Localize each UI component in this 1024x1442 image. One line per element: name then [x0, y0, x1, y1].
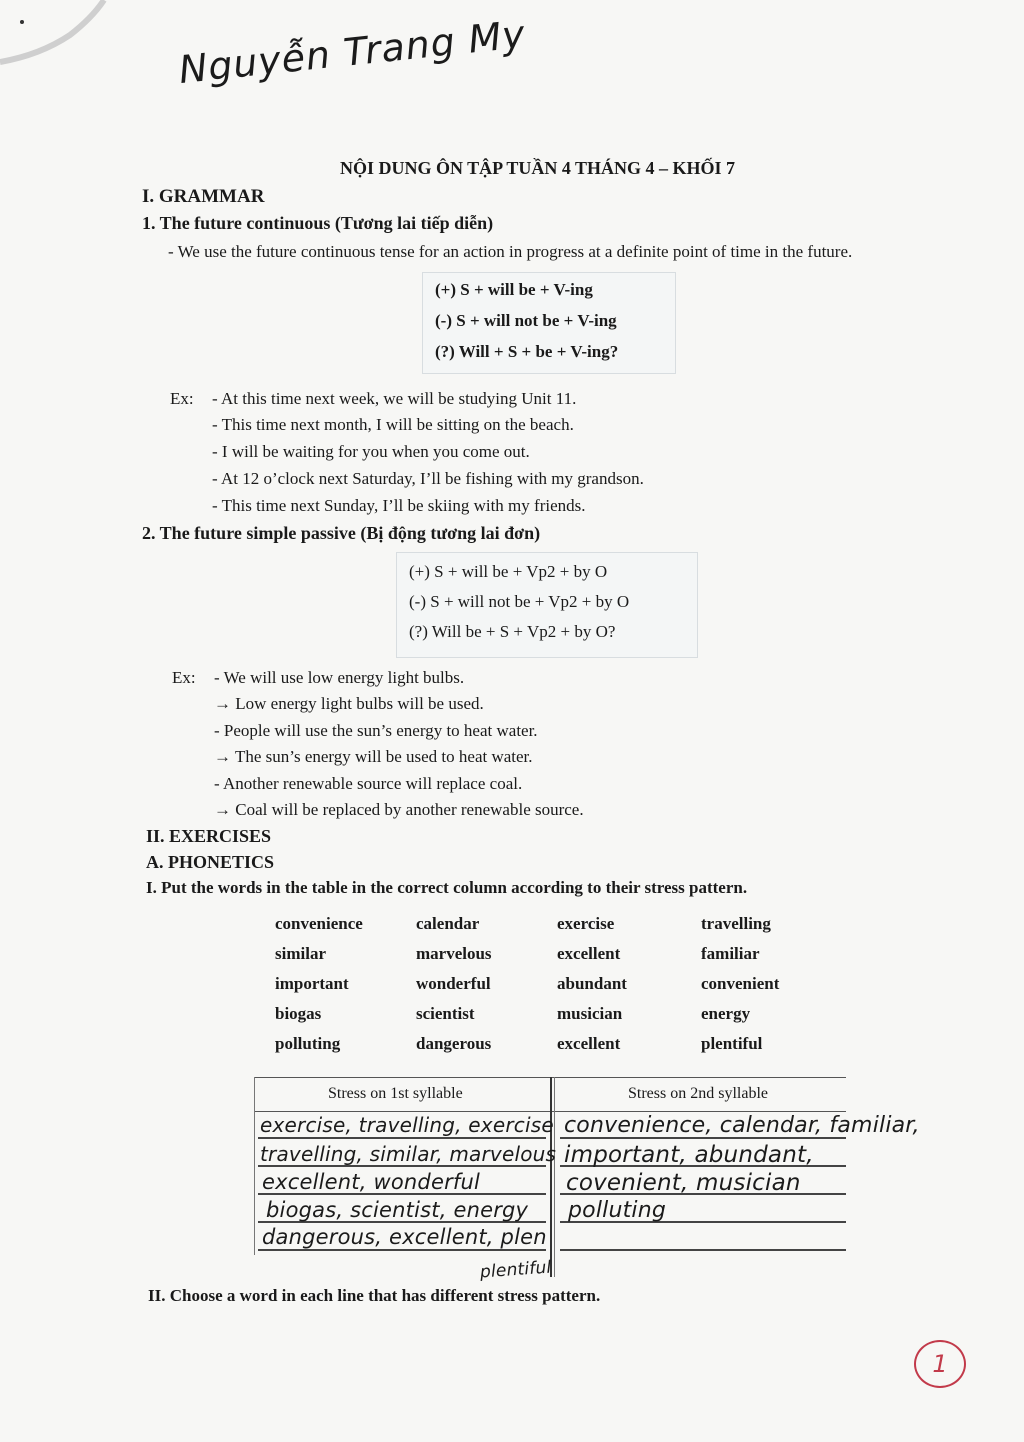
example-line: - Another renewable source will replace coal. — [214, 774, 523, 793]
handwritten-answer-col2: covenient, musician — [566, 1170, 801, 1196]
ex-label: Ex: — [172, 668, 196, 687]
handwritten-answer-extra: plentiful — [479, 1257, 553, 1283]
task2-instruction: II. Choose a word in each line that has different stress pattern. — [148, 1286, 601, 1305]
word: excellent — [557, 944, 621, 963]
word: convenience — [275, 914, 363, 933]
word: dangerous — [416, 1034, 492, 1053]
handwritten-answer-col2: convenience, calendar, familiar, — [564, 1113, 920, 1138]
word: biogas — [275, 1004, 322, 1023]
handwritten-answer-col1: excellent, wonderful — [262, 1170, 481, 1194]
ex-label: Ex: — [170, 389, 194, 408]
example-line: - I will be waiting for you when you come out. — [212, 442, 530, 461]
word: wonderful — [416, 974, 491, 993]
page-number: 1 — [914, 1340, 966, 1388]
formula-negative: (-) S + will not be + V-ing — [435, 311, 617, 330]
table-header-first-syllable: Stress on 1st syllable — [328, 1085, 463, 1102]
word: familiar — [701, 944, 760, 963]
example-line: - This time next Sunday, I’ll be skiing with my friends. — [212, 496, 586, 515]
word: calendar — [416, 914, 480, 933]
formula-positive: (+) S + will be + V-ing — [435, 280, 593, 299]
corner-pen-stroke — [0, 0, 110, 70]
example-line: → Low energy light bulbs will be used. — [214, 694, 484, 713]
future-continuous-heading: 1. The future continuous (Tương lai tiếp diễn) — [142, 213, 494, 233]
formula-negative: (-) S + will not be + Vp2 + by O — [409, 592, 630, 611]
example-line: - People will use the sun’s energy to heat water. — [214, 721, 538, 740]
table-header-second-syllable: Stress on 2nd syllable — [628, 1085, 768, 1102]
page-title: NỘI DUNG ÔN TẬP TUẦN 4 THÁNG 4 – KHỐI 7 — [340, 158, 736, 178]
future-continuous-rule: - We use the future continuous tense for an action in progress at a definite point of time in the future. — [168, 242, 853, 261]
example-line: → Coal will be replaced by another renewable source. — [214, 800, 584, 819]
example-line: → The sun’s energy will be used to heat water. — [214, 747, 533, 766]
formula-question: (?) Will be + S + Vp2 + by O? — [409, 622, 616, 641]
student-name: Nguyễn Trang My — [176, 11, 528, 93]
word: important — [275, 974, 349, 993]
word: energy — [701, 1004, 751, 1023]
formula-positive: (+) S + will be + Vp2 + by O — [409, 562, 608, 581]
handwritten-answer-col1: dangerous, excellent, plen — [262, 1225, 547, 1249]
word: musician — [557, 1004, 623, 1023]
grammar-heading: I. GRAMMAR — [142, 186, 265, 207]
word: abundant — [557, 974, 627, 993]
task1-instruction: I. Put the words in the table in the correct column according to their stress pattern. — [146, 878, 748, 897]
example-line: - This time next month, I will be sitting on the beach. — [212, 415, 574, 434]
handwritten-answer-col1: exercise, travelling, exercise — [260, 1113, 554, 1137]
word: exercise — [557, 914, 615, 933]
word: convenient — [701, 974, 780, 993]
word: similar — [275, 944, 326, 963]
phonetics-heading: A. PHONETICS — [146, 852, 275, 872]
word: polluting — [275, 1034, 341, 1053]
example-line: - At this time next week, we will be studying Unit 11. — [212, 389, 577, 408]
future-passive-formula-box — [396, 552, 698, 658]
future-continuous-formula-box — [422, 272, 676, 374]
word: scientist — [416, 1004, 475, 1023]
handwritten-answer-col2: polluting — [568, 1198, 667, 1223]
handwritten-answer-col1: travelling, similar, marvelous — [260, 1142, 557, 1166]
future-passive-heading: 2. The future simple passive (Bị động tương lai đơn) — [142, 523, 541, 543]
formula-question: (?) Will + S + be + V-ing? — [435, 342, 619, 361]
word: plentiful — [701, 1034, 763, 1053]
example-line: - At 12 o’clock next Saturday, I’ll be fishing with my grandson. — [212, 469, 644, 488]
handwritten-answer-col1: biogas, scientist, energy — [266, 1198, 529, 1222]
word: excellent — [557, 1034, 621, 1053]
word: marvelous — [416, 944, 492, 963]
example-line: - We will use low energy light bulbs. — [214, 668, 465, 687]
word-grid — [275, 914, 835, 1064]
exercises-heading: II. EXERCISES — [146, 826, 272, 846]
handwritten-answer-col2: important, abundant, — [564, 1142, 814, 1168]
word: travelling — [701, 914, 771, 933]
